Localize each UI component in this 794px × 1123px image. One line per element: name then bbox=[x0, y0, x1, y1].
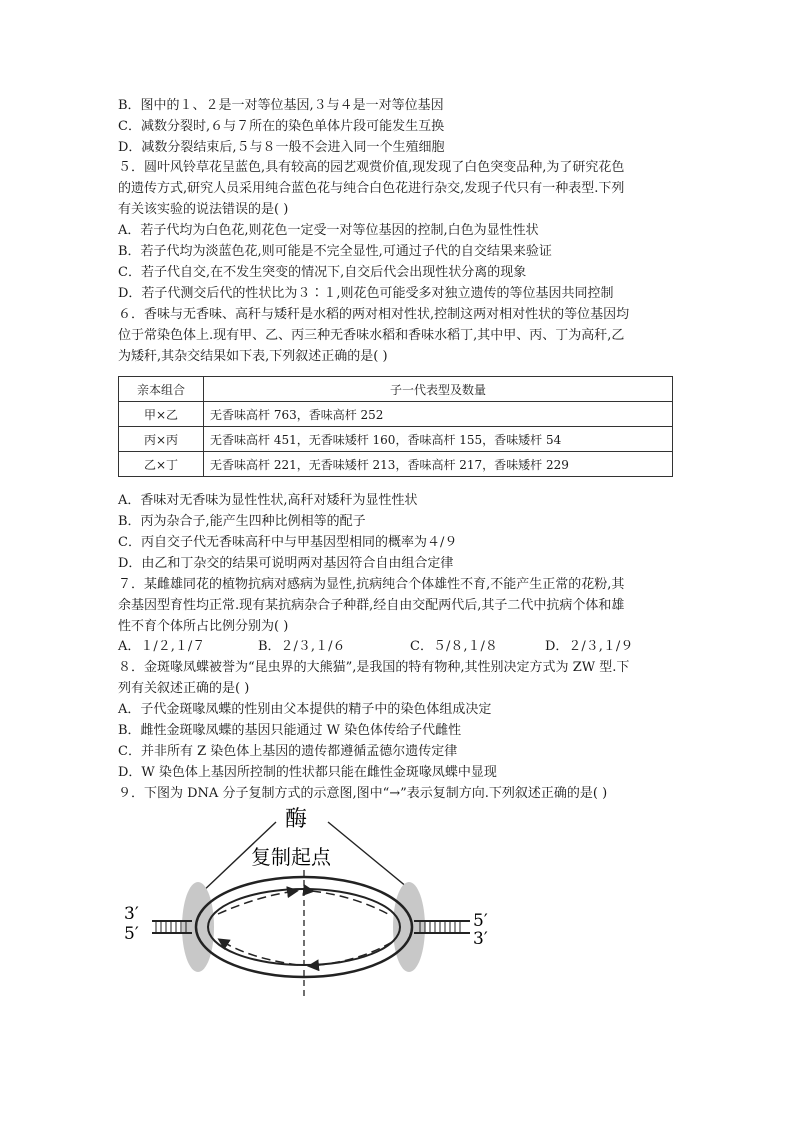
table-row bbox=[119, 402, 673, 427]
q5-option-b: B．若子代均为淡蓝色花,则可能是不完全显性,可通过子代的自交结果来验证 bbox=[118, 244, 552, 259]
enzyme-label: 酶 bbox=[285, 807, 308, 832]
q8-stem-line-1: ８．金斑喙凤蝶被誉为“昆虫界的大熊猫”,是我国的特有物种,其性别决定方式为 ZW 型.下 bbox=[118, 660, 630, 675]
q9-stem: ９．下图为 DNA 分子复制方式的示意图,图中“→”表示复制方向.下列叙述正确的是( ) bbox=[118, 786, 608, 801]
q6-option-b: B．丙为杂合子,能产生四种比例相等的配子 bbox=[118, 514, 366, 529]
enzyme-left bbox=[182, 882, 214, 972]
cell-offspring: 无香味高杆 451，无香味矮杆 160，香味高杆 155，香味矮杆 54 bbox=[204, 427, 673, 452]
right-base-pairs bbox=[420, 921, 460, 933]
table-row bbox=[119, 452, 673, 477]
q8-option-a: A．子代金斑喙凤蝶的性别由父本提供的精子中的染色体组成决定 bbox=[118, 702, 492, 717]
q6-stem-line-2: 位于常染色体上.现有甲、乙、丙三种无香味水稻和香味水稻丁,其中甲、丙、丁为高秆,乙 bbox=[118, 328, 625, 343]
q6-stem-line-1: ６．香味与无香味、高秆与矮秆是水稻的两对相对性状,控制这两对相对性状的等位基因均 bbox=[118, 307, 630, 322]
header-offspring: 子一代表型及数量 bbox=[204, 377, 673, 402]
header-parents: 亲本组合 bbox=[119, 377, 204, 402]
q7-option-d: D．２/３,１/９ bbox=[545, 639, 634, 654]
q7-option-a: A．１/２,１/７ bbox=[118, 639, 206, 654]
cell-parents: 丙×丙 bbox=[119, 427, 204, 452]
enzyme-pointer-right bbox=[328, 822, 413, 892]
right-bottom-end-label: 3′ bbox=[473, 929, 488, 949]
q5-option-a: A．若子代均为白色花,则花色一定受一对等位基因的控制,白色为显性性状 bbox=[118, 223, 539, 238]
left-bottom-end-label: 5′ bbox=[124, 924, 139, 944]
table-row bbox=[119, 427, 673, 452]
q7-stem-line-3: 性不育个体所占比例分别为( ) bbox=[118, 619, 289, 634]
cell-parents: 甲×乙 bbox=[119, 402, 204, 427]
q6-cross-table bbox=[118, 376, 673, 477]
q5-option-d: D．若子代测交后代的性状比为３∶１,则花色可能受多对独立遗传的等位基因共同控制 bbox=[118, 286, 614, 301]
q5-stem-line-2: 的遗传方式,研究人员采用纯合蓝色花与纯合白色花进行杂交,发现子代只有一种表型.下列 bbox=[118, 181, 625, 196]
q8-option-b: B．雌性金斑喙凤蝶的基因只能通过 W 染色体传给子代雌性 bbox=[118, 723, 462, 738]
q5-stem-line-3: 有关该实验的说法错误的是( ) bbox=[118, 202, 289, 217]
q4-option-d: D．减数分裂结束后,５与８一般不会进入同一个生殖细胞 bbox=[118, 140, 445, 155]
cell-parents: 乙×丁 bbox=[119, 452, 204, 477]
left-base-pairs bbox=[156, 921, 186, 933]
q8-option-d: D．W 染色体上基因所控制的性状都只能在雌性金斑喙凤蝶中显现 bbox=[118, 765, 497, 780]
q7-option-b: B．２/３,１/６ bbox=[258, 639, 346, 654]
cell-offspring: 无香味高杆 763，香味高杆 252 bbox=[204, 402, 673, 427]
left-top-end-label: 3′ bbox=[124, 904, 139, 924]
q5-option-c: C．若子代自交,在不发生突变的情况下,自交后代会出现性状分离的现象 bbox=[118, 265, 527, 280]
q6-option-c: C．丙自交子代无香味高秆中与甲基因型相同的概率为４/９ bbox=[118, 535, 458, 550]
q7-stem-line-1: ７．某雌雄同花的植物抗病对感病为显性,抗病纯合个体雄性不育,不能产生正常的花粉,其 bbox=[118, 577, 625, 592]
origin-label: 复制起点 bbox=[251, 845, 331, 869]
q8-stem-line-2: 列有关叙述正确的是( ) bbox=[118, 681, 250, 696]
q4-option-c: C．减数分裂时,６与７所在的染色单体片段可能发生互换 bbox=[118, 119, 445, 134]
q6-option-a: A．香味对无香味为显性性状,高秆对矮秆为显性性状 bbox=[118, 493, 418, 508]
q7-option-c: C．５/８,１/８ bbox=[410, 639, 498, 654]
right-top-end-label: 5′ bbox=[473, 911, 488, 931]
q4-option-b: B．图中的１、２是一对等位基因,３与４是一对等位基因 bbox=[118, 98, 444, 113]
q6-option-d: D．由乙和丁杂交的结果可说明两对基因符合自由组合定律 bbox=[118, 556, 454, 571]
q7-stem-line-2: 余基因型育性均正常.现有某抗病杂合子种群,经自由交配两代后,其子二代中抗病个体和雄 bbox=[118, 598, 625, 613]
q8-option-c: C．并非所有 Z 染色体上基因的遗传都遵循孟德尔遗传定律 bbox=[118, 744, 458, 759]
q6-stem-line-3: 为矮秆,其杂交结果如下表,下列叙述正确的是( ) bbox=[118, 349, 388, 364]
table-header-row bbox=[119, 377, 673, 402]
dna-replication-diagram bbox=[118, 802, 498, 1002]
q5-stem-line-1: ５．圆叶风铃草花呈蓝色,具有较高的园艺观赏价值,现发现了白色突变品种,为了研究花色 bbox=[118, 160, 625, 175]
cell-offspring: 无香味高杆 221，无香味矮杆 213，香味高杆 217，香味矮杆 229 bbox=[204, 452, 673, 477]
